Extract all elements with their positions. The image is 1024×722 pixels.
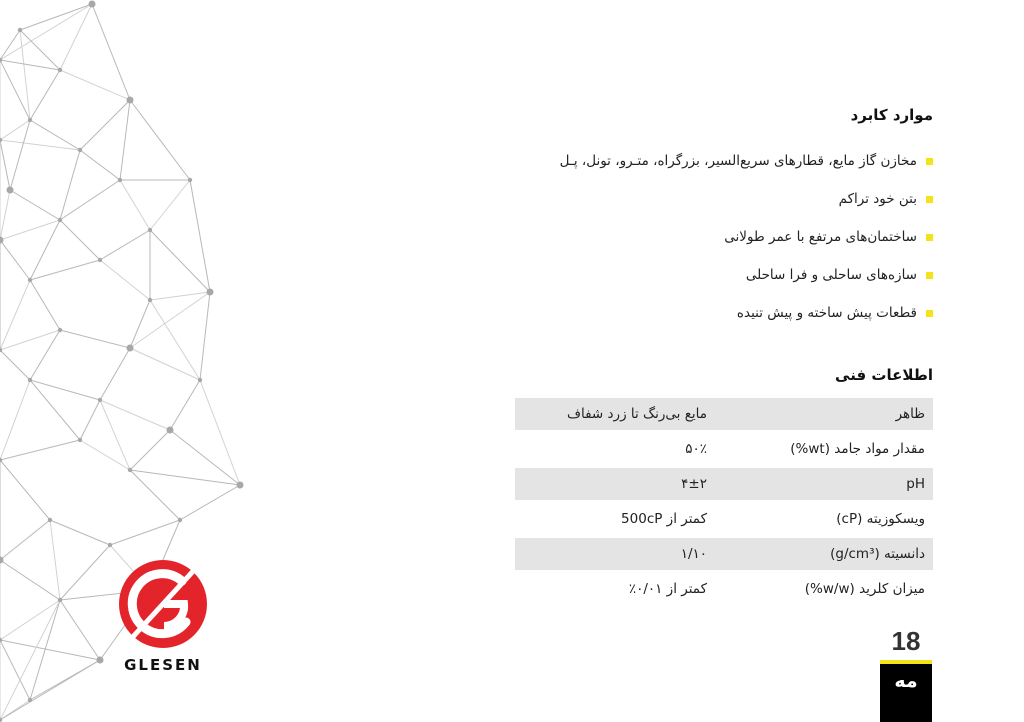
network-node [148, 228, 152, 232]
network-line [0, 560, 60, 600]
network-line [100, 348, 130, 400]
usage-item-text: ساختمان‌های مرتفع با عمر طولانی [724, 229, 917, 245]
bullet-icon [926, 196, 933, 203]
network-node [58, 598, 62, 602]
spec-label: میزان کلرید (w/w%) [804, 581, 925, 597]
network-line [30, 380, 100, 400]
usage-item-text: قطعات پیش ساخته و پیش تنیده [736, 305, 917, 321]
network-line [0, 520, 50, 560]
spec-label: ویسکوزیته (cP) [836, 511, 925, 527]
network-line [0, 60, 30, 120]
network-line [0, 280, 30, 350]
spec-value: مایع بی‌رنگ تا زرد شفاف [567, 406, 707, 422]
spec-value: ۴±۲ [681, 476, 707, 492]
network-node [28, 698, 32, 702]
network-line [30, 70, 60, 120]
network-node [28, 378, 32, 382]
spec-label: ظاهر [895, 406, 925, 422]
network-line [60, 150, 80, 220]
network-node [237, 482, 244, 489]
tech-title: اطلاعات فنی [835, 366, 933, 384]
network-node [198, 378, 202, 382]
spec-label: دانسیته (g/cm³) [830, 546, 925, 562]
network-line [130, 430, 170, 470]
network-line [100, 260, 150, 300]
network-node [127, 97, 134, 104]
spec-row [515, 538, 933, 570]
network-line [60, 220, 100, 260]
network-node [18, 28, 22, 32]
network-line [0, 190, 10, 240]
network-node [127, 345, 134, 352]
spec-row [515, 398, 933, 430]
network-node [178, 518, 182, 522]
bullet-icon [926, 234, 933, 241]
bullet-icon [926, 272, 933, 279]
usage-item [515, 218, 933, 256]
usage-item [515, 256, 933, 294]
spec-label: pH [906, 476, 925, 492]
network-node [58, 328, 62, 332]
network-node [78, 438, 82, 442]
network-line [60, 600, 100, 660]
usage-title: موارد کابرد [850, 106, 933, 124]
network-line [170, 380, 200, 430]
bullet-icon [926, 158, 933, 165]
network-node [188, 178, 192, 182]
network-node [97, 657, 104, 664]
network-line [0, 240, 30, 280]
page-number: 18 [891, 626, 921, 656]
network-line [60, 180, 120, 220]
usage-item-text: بتن خود تراکم [838, 191, 917, 207]
network-line [80, 150, 120, 180]
network-line [80, 400, 100, 440]
network-node [58, 68, 62, 72]
network-line [0, 30, 20, 60]
network-line [0, 330, 60, 350]
spec-table [515, 398, 933, 608]
network-line [60, 545, 110, 600]
usage-list [515, 142, 933, 332]
network-line [200, 292, 210, 380]
network-line [30, 120, 80, 150]
network-line [120, 100, 130, 180]
network-node [98, 398, 102, 402]
network-line [80, 440, 130, 470]
usage-item [515, 294, 933, 332]
network-line [20, 30, 30, 120]
network-line [92, 4, 130, 100]
spec-row [515, 430, 933, 468]
network-line [80, 100, 130, 150]
network-node [108, 543, 112, 547]
network-line [110, 520, 180, 545]
network-line [180, 485, 240, 520]
network-line [30, 380, 80, 440]
network-node [78, 148, 82, 152]
network-node [7, 187, 14, 194]
network-line [0, 460, 50, 520]
network-node [89, 1, 96, 8]
spec-value: کمتر از ۰/۰۱٪ [628, 581, 707, 597]
network-line [150, 300, 200, 380]
spec-row [515, 468, 933, 500]
network-line [0, 140, 10, 190]
network-node [98, 258, 102, 262]
spec-value: کمتر از 500cP [621, 511, 707, 527]
network-line [0, 640, 100, 660]
network-node [48, 518, 52, 522]
network-line [120, 180, 150, 230]
network-line [0, 140, 80, 150]
page-badge-text: مه [894, 670, 918, 692]
network-line [130, 100, 190, 180]
spec-row [515, 570, 933, 608]
network-line [130, 470, 180, 520]
network-node [118, 178, 122, 182]
usage-item [515, 142, 933, 180]
usage-item-text: سازه‌های ساحلی و فرا ساحلی [745, 267, 917, 283]
bullet-icon [926, 310, 933, 317]
network-line [0, 350, 30, 380]
network-line [30, 260, 100, 280]
spec-value: ۱/۱۰ [680, 546, 707, 562]
network-node [207, 289, 214, 296]
network-line [30, 330, 60, 380]
network-line [10, 190, 60, 220]
brand-name: GLESEN [124, 656, 202, 674]
brand-logo [112, 556, 214, 674]
network-line [0, 380, 30, 460]
network-line [190, 180, 210, 292]
page-badge [880, 660, 932, 722]
network-line [50, 520, 60, 600]
network-line [0, 600, 60, 640]
spec-value: ۵۰٪ [685, 441, 707, 457]
network-line [50, 520, 110, 545]
network-line [150, 180, 190, 230]
glesen-logo-mark [112, 556, 214, 652]
network-line [0, 440, 80, 460]
network-node [28, 118, 32, 122]
usage-item-text: مخازن گاز مایع، قطارهای سریع‌السیر، بزرگراه، متـرو، تونل، پـل [559, 153, 917, 169]
usage-item [515, 180, 933, 218]
network-node [148, 298, 152, 302]
network-line [60, 330, 130, 348]
network-node [0, 237, 4, 244]
network-node [28, 278, 32, 282]
network-node [128, 468, 132, 472]
network-node [58, 218, 62, 222]
network-line [100, 230, 150, 260]
network-line [10, 120, 30, 190]
network-line [30, 280, 60, 330]
spec-row [515, 500, 933, 538]
content-panel [515, 100, 933, 608]
network-node [167, 427, 174, 434]
spec-label: مقدار مواد جامد (wt%) [790, 441, 925, 457]
